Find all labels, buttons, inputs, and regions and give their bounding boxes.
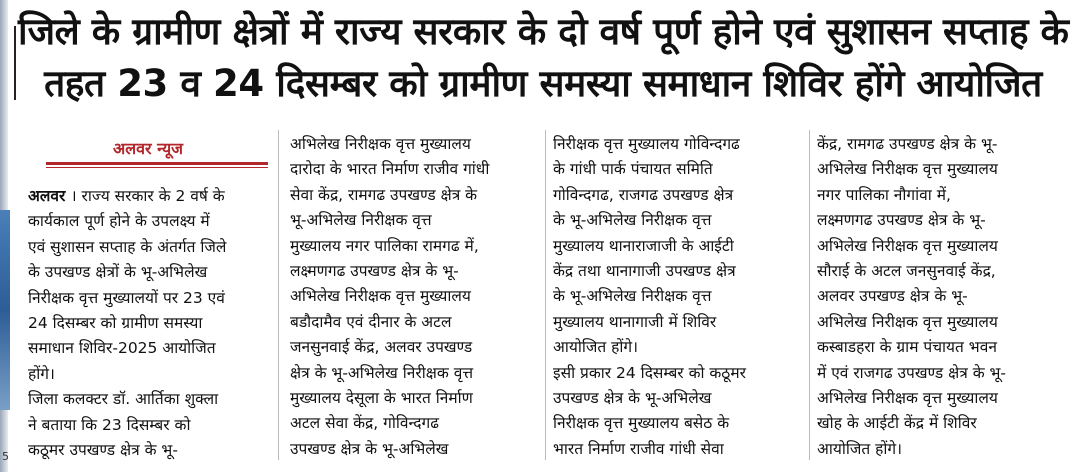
article-line: जिला कलक्टर डॉ. आर्तिका शुक्ला: [28, 390, 219, 409]
edge-mark: 5: [2, 450, 9, 463]
article-line: [28, 184, 268, 209]
article-line: सौराई के अटल जनसुनवाई केंद्र,: [817, 262, 996, 281]
adjacent-photo-strip: [0, 210, 10, 410]
article-line: ने बताया कि 23 दिसम्बर को: [28, 415, 191, 434]
article-line: अभिलेख निरीक्षक वृत्त मुख्यालय: [817, 312, 998, 331]
column-divider: [809, 130, 810, 460]
article-line: समाधान शिविर-2025 आयोजित: [28, 339, 216, 358]
headline-line-2: तहत 23 व 24 दिसम्बर को ग्रामीण समस्या समाधान शिविर होंगे आयोजित: [44, 62, 1042, 105]
article-line: आयोजित होंगे।: [817, 439, 902, 458]
column-divider: [545, 130, 546, 460]
byline-rule: [46, 162, 268, 165]
article-line: उपखण्ड क्षेत्र के भू-अभिलेख: [553, 389, 712, 408]
headline-line-1: जिले के ग्रामीण क्षेत्रों में राज्य सरकार के दो वर्ष पूर्ण होने एवं सुशासन सप्ताह के: [18, 10, 1069, 53]
article-line: के भू-अभिलेख निरीक्षक वृत्त: [553, 287, 712, 306]
article-line: आयोजित होंगे।: [553, 338, 638, 357]
article-line: 24 दिसम्बर को ग्रामीण समस्या: [28, 314, 203, 333]
article-line: लक्ष्मणगढ उपखण्ड क्षेत्र के भू-: [290, 262, 459, 281]
article-line: सेवा केंद्र, रामगढ उपखण्ड क्षेत्र के: [290, 185, 478, 204]
dateline-text: । राज्य सरकार के 2 वर्ष के: [70, 187, 225, 205]
article-column-3: [553, 132, 803, 462]
article-line: कस्बाडहरा के ग्राम पंचायत भवन: [817, 338, 997, 357]
article-line: अभिलेख निरीक्षक वृत्त मुख्यालय: [290, 287, 471, 306]
article-line: मुख्यालय देसूला के भारत निर्माण: [290, 389, 473, 408]
article-line: दारोदा के भारत निर्माण राजीव गांधी: [290, 160, 490, 179]
article-line: केंद्र तथा थानागाजी उपखण्ड क्षेत्र: [553, 262, 736, 281]
article-line: भारत निर्माण राजीव गांधी सेवा: [553, 439, 724, 458]
article-line: गोविन्दगढ, राजगढ उपखण्ड क्षेत्र: [553, 185, 734, 204]
article-line: जनसुनवाई केंद्र, अलवर उपखण्ड: [290, 338, 473, 357]
article-line: अलवर उपखण्ड क्षेत्र के भू-: [817, 287, 968, 306]
article-line: एवं सुशासन सप्ताह के अंतर्गत जिले: [28, 237, 227, 256]
article-line: में एवं राजगढ उपखण्ड क्षेत्र के भू-: [817, 363, 1007, 382]
article-line: अभिलेख निरीक्षक वृत्त मुख्यालय: [817, 160, 998, 179]
article-line: मुख्यालय नगर पालिका रामगढ में,: [290, 236, 479, 255]
article-line: अटल सेवा केंद्र, गोविन्दगढ: [290, 414, 439, 433]
article-line: अभिलेख निरीक्षक वृत्त मुख्यालय: [817, 389, 998, 408]
article-line: निरीक्षक वृत्त मुख्यालय बसेठ के: [553, 414, 730, 433]
article-line: निरीक्षक वृत्त मुख्यालयों पर 23 एवं: [28, 288, 225, 307]
article-line: उपखण्ड क्षेत्र के भू-अभिलेख: [290, 439, 449, 458]
article-line: खोह के आईटी केंद्र में शिविर: [817, 414, 977, 433]
article-line: कठूमर उपखण्ड क्षेत्र के भू-: [28, 441, 178, 460]
byline: अलवर न्यूज: [113, 139, 183, 158]
article-line: कार्यकाल पूर्ण होने के उपलक्ष्य में: [28, 212, 210, 231]
article-column-2: [290, 132, 540, 462]
article-line: बडौदामैव एवं दीनार के अटल: [290, 312, 452, 331]
article-line: मुख्यालय थानाराजाजी के आईटी: [553, 236, 734, 255]
headline-rule: [14, 26, 16, 100]
byline-rule-thin: [46, 167, 268, 168]
article-line: नगर पालिका नौगांवा में,: [817, 185, 951, 204]
article-line: के भू-अभिलेख निरीक्षक वृत्त: [553, 211, 712, 230]
article-line: भू-अभिलेख निरीक्षक वृत्त: [290, 211, 432, 230]
article-line: क्षेत्र के भू-अभिलेख निरीक्षक वृत्त: [290, 363, 474, 382]
dateline-place: अलवर: [28, 187, 71, 205]
article-line: अभिलेख निरीक्षक वृत्त मुख्यालय: [817, 236, 998, 255]
column-divider: [278, 130, 279, 460]
article-line: के गांधी पार्क पंचायत समिति: [553, 160, 713, 179]
article-column-4: [817, 132, 1067, 462]
article-column-1: [28, 184, 268, 463]
article-line: निरीक्षक वृत्त मुख्यालय गोविन्दगढ: [553, 135, 740, 153]
article-line: इसी प्रकार 24 दिसम्बर को कठूमर: [553, 363, 746, 382]
article-line: अभिलेख निरीक्षक वृत्त मुख्यालय: [290, 135, 471, 153]
article-line: होंगे।: [28, 364, 55, 383]
article-line: के उपखण्ड क्षेत्रों के भू-अभिलेख: [28, 263, 208, 282]
headline: [18, 6, 1068, 110]
article-line: केंद्र, रामगढ उपखण्ड क्षेत्र के भू-: [817, 135, 998, 153]
article-line: मुख्यालय थानागाजी में शिविर: [553, 312, 717, 331]
article-line: लक्ष्मणगढ उपखण्ड क्षेत्र के भू-: [817, 211, 986, 230]
